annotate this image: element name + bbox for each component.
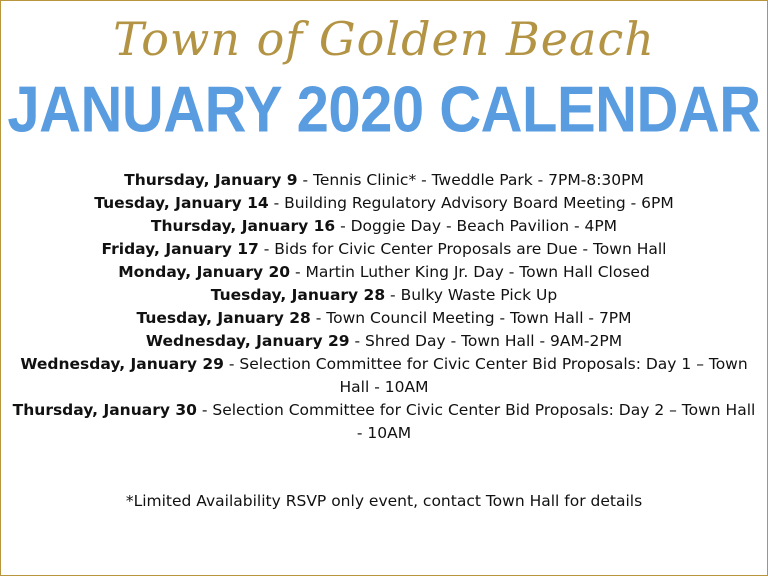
event-detail: - Selection Committee for Civic Center Bid Proposals: Day 2 – Town Hall - 10AM bbox=[196, 401, 756, 442]
event-item bbox=[11, 238, 757, 261]
event-item bbox=[11, 307, 757, 330]
event-date: Thursday, January 30 bbox=[12, 401, 197, 419]
event-detail: - Selection Committee for Civic Center Bid Proposals: Day 1 – Town Hall - 10AM bbox=[223, 355, 748, 396]
event-date: Tuesday, January 28 bbox=[210, 286, 386, 304]
event-list bbox=[11, 169, 757, 445]
event-date: Wednesday, January 29 bbox=[20, 355, 224, 373]
event-item bbox=[11, 169, 757, 192]
event-item bbox=[11, 261, 757, 284]
event-date: Thursday, January 16 bbox=[150, 217, 336, 235]
event-detail: - Bids for Civic Center Proposals are Due - Town Hall bbox=[258, 240, 667, 258]
event-date: Tuesday, January 28 bbox=[136, 309, 311, 327]
event-detail: - Tennis Clinic* - Tweddle Park - 7PM-8:30PM bbox=[297, 171, 644, 189]
rsvp-footnote: *Limited Availability RSVP only event, contact Town Hall for details bbox=[125, 492, 643, 510]
event-detail: - Bulky Waste Pick Up bbox=[385, 286, 558, 304]
event-date: Thursday, January 9 bbox=[124, 171, 298, 189]
event-date: Friday, January 17 bbox=[101, 240, 259, 258]
event-date: Monday, January 20 bbox=[118, 263, 291, 281]
event-item bbox=[11, 330, 757, 353]
event-detail: - Building Regulatory Advisory Board Meeting - 6PM bbox=[268, 194, 674, 212]
event-item bbox=[11, 215, 757, 238]
calendar-title: JANUARY 2020 CALENDAR bbox=[7, 73, 761, 147]
event-detail: - Doggie Day - Beach Pavilion - 4PM bbox=[335, 217, 618, 235]
event-item bbox=[11, 284, 757, 307]
event-item bbox=[11, 399, 757, 445]
event-item bbox=[11, 192, 757, 215]
event-date: Wednesday, January 29 bbox=[145, 332, 350, 350]
event-detail: - Shred Day - Town Hall - 9AM-2PM bbox=[349, 332, 623, 350]
town-name-heading: Town of Golden Beach bbox=[113, 12, 655, 66]
event-item bbox=[11, 353, 757, 399]
event-detail: - Town Council Meeting - Town Hall - 7PM bbox=[310, 309, 632, 327]
event-date: Tuesday, January 14 bbox=[94, 194, 269, 212]
event-detail: - Martin Luther King Jr. Day - Town Hall Closed bbox=[290, 263, 650, 281]
